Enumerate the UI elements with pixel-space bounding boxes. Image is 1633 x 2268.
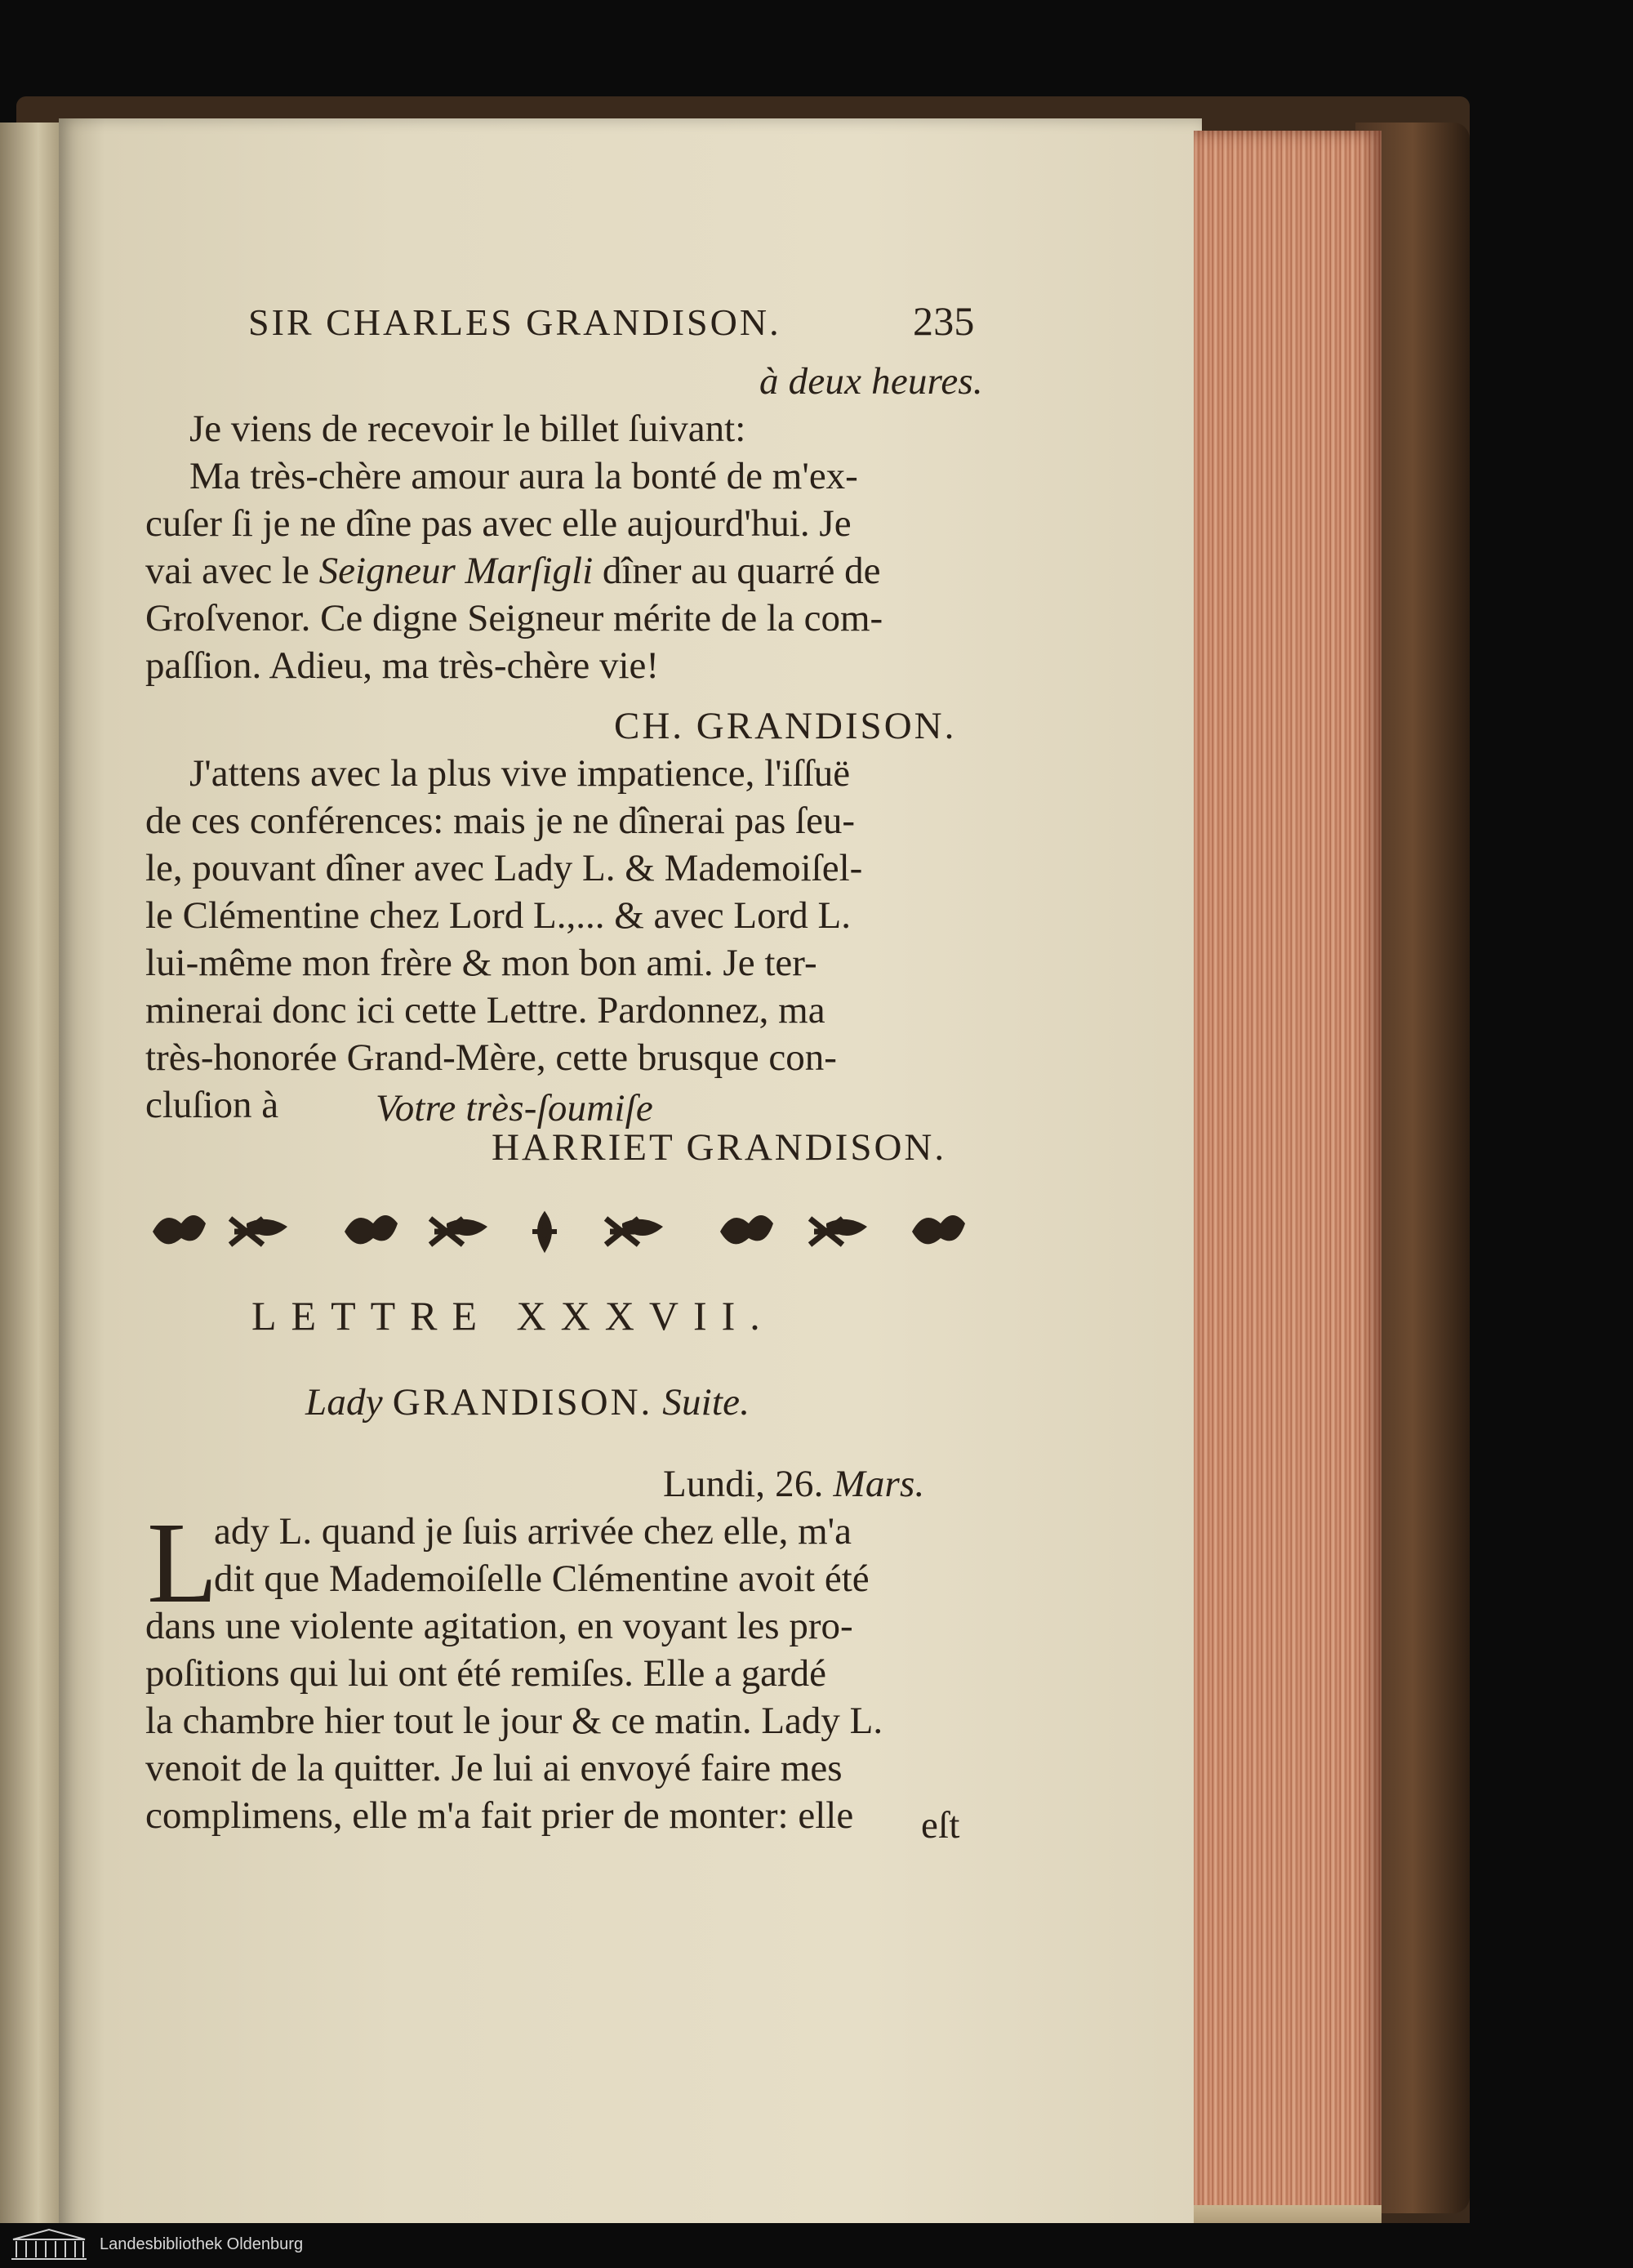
text-line: très-honorée Grand-Mère, cette brusque con- [145, 1036, 837, 1079]
library-building-icon [8, 2226, 90, 2262]
subheading-suite: Suite. [662, 1381, 750, 1424]
catchword: eſt [921, 1804, 960, 1847]
letter-heading: LETTRE XXXVII. [251, 1293, 775, 1339]
text-line: lui-même mon frère & mon bon ami. Je ter- [145, 942, 817, 984]
text-line: ady L. quand je ſuis arrivée chez elle, m'a [214, 1510, 852, 1553]
text-line: cuſer ſi je ne dîne pas avec elle aujourd'hui. Je [145, 502, 852, 545]
date-month: Mars. [833, 1463, 925, 1505]
page-number: 235 [913, 298, 975, 344]
text-line: le, pouvant dîner avec Lady L. & Mademoiſel- [145, 847, 863, 889]
text-line: de ces conférences: mais je ne dînerai pas ſeu- [145, 800, 856, 842]
closing-line: Votre très-ſoumiſe [376, 1087, 653, 1130]
text-line: dans une violente agitation, en voyant les pro- [145, 1605, 853, 1647]
text-line: poſitions qui lui ont été remiſes. Elle a gardé [145, 1652, 827, 1695]
text-line: Ma très-chère amour aura la bonté de m'ex- [189, 455, 858, 497]
date-line [663, 1462, 924, 1506]
signature-harriet-grandison: HARRIET GRANDISON. [492, 1126, 947, 1169]
text-line: paſſion. Adieu, ma très-chère vie! [145, 644, 660, 687]
text-seg-italic: Seigneur Marſigli [318, 550, 594, 592]
time-note: à deux heures. [759, 360, 983, 403]
text-line: cluſion à [145, 1084, 279, 1126]
text-line: dit que Mademoiſelle Clémentine avoit été [214, 1557, 870, 1600]
text-line: venoit de la quitter. Je lui ai envoyé faire mes [145, 1747, 843, 1789]
subheading-lady: Lady [305, 1381, 383, 1424]
ornament-rule [149, 1207, 981, 1256]
text-line: minerai donc ici cette Lettre. Pardonnez, ma [145, 989, 825, 1032]
page-edges [1194, 131, 1382, 2246]
text-seg: vai avec le [145, 550, 319, 592]
library-name: Landesbibliothek Oldenburg [100, 2235, 304, 2253]
library-logo [8, 2226, 303, 2263]
text-line: Je viens de recevoir le billet ſuivant: [189, 408, 746, 450]
subheading-name: GRANDISON. [392, 1381, 653, 1424]
letter-subheading [305, 1380, 750, 1424]
text-line: J'attens avec la plus vive impatience, l'iſſuë [189, 752, 851, 795]
facing-page-edge [0, 123, 64, 2250]
running-title: SIR CHARLES GRANDISON. [248, 301, 781, 343]
text-line: le Clémentine chez Lord L.,... & avec Lord L. [145, 894, 851, 937]
text-line [145, 549, 881, 593]
text-line: Groſvenor. Ce digne Seigneur mérite de la com- [145, 597, 883, 639]
date-text: Lundi, 26. [663, 1463, 834, 1505]
text-seg: dîner au quarré de [593, 550, 881, 592]
drop-cap: L [147, 1498, 218, 1627]
text-line: complimens, elle m'a fait prier de monter: elle [145, 1794, 854, 1837]
text-line: la chambre hier tout le jour & ce matin. Lady L. [145, 1700, 883, 1742]
signature-ch-grandison: CH. GRANDISON. [614, 705, 957, 747]
